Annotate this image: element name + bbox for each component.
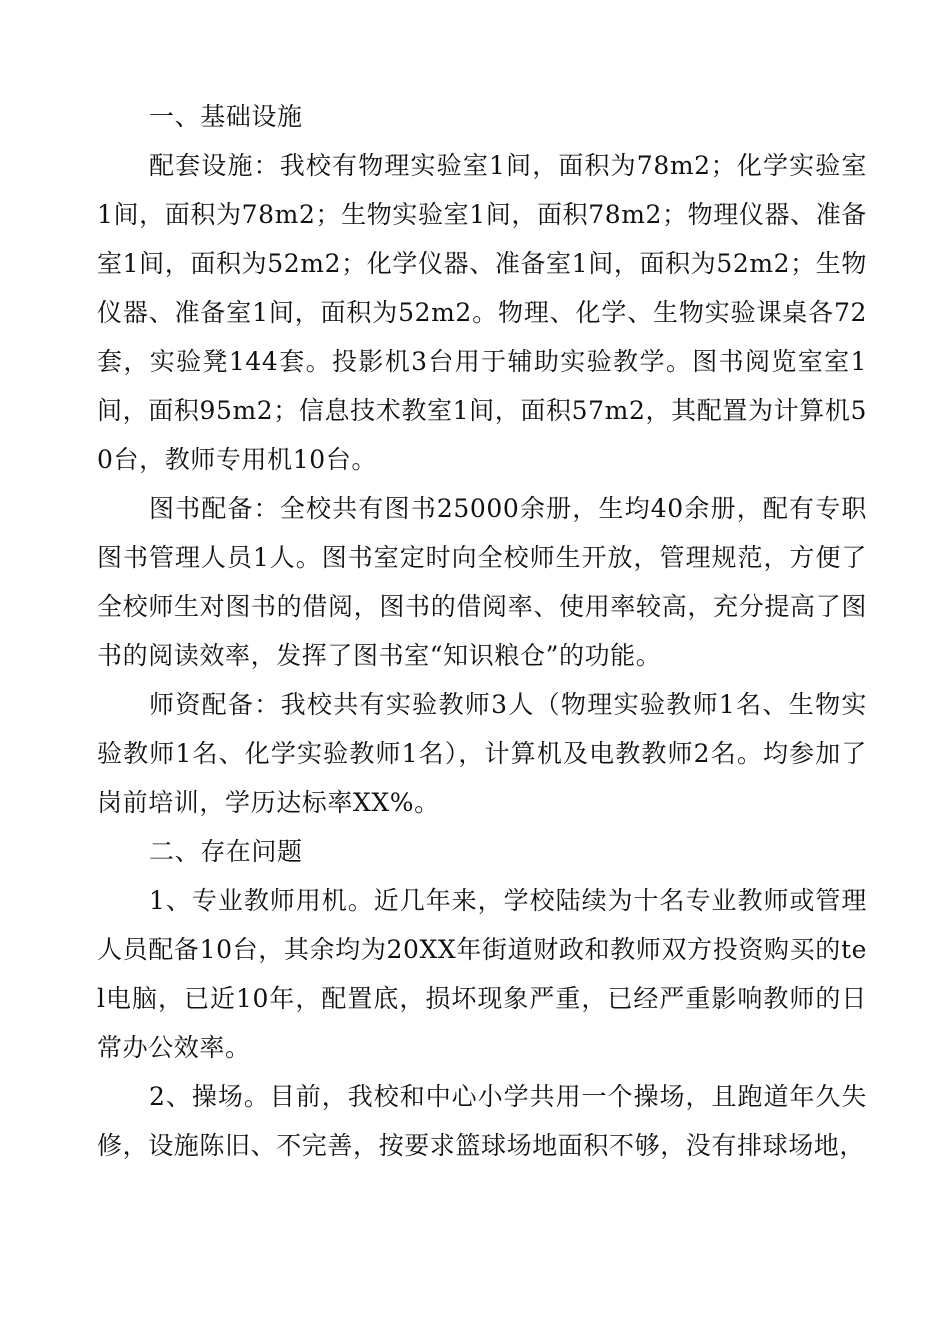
paragraph-teacher-computers: 1、专业教师用机。近几年来，学校陆续为十名专业教师或管理人员配备10台，其余均为20XX年街道财政和教师双方投资购买的tel电脑，已近10年，配置底，损坏现象严重，已经严重影响教师的日常办公效率。 [97, 886, 867, 1062]
paragraph-teachers: 师资配备：我校共有实验教师3人（物理实验教师1名、生物实验教师1名、化学实验教师1名），计算机及电教教师2名。均参加了岗前培训，学历达标率XX%。 [97, 690, 867, 817]
document-body [97, 92, 867, 1170]
paragraph-library: 图书配备：全校共有图书25000余册，生均40余册，配有专职图书管理人员1人。图书室定时向全校师生开放，管理规范，方便了全校师生对图书的借阅，图书的借阅率、使用率较高，充分提高了图书的阅读效率，发挥了图书室“知识粮仓”的功能。 [97, 494, 867, 670]
paragraph-facilities: 配套设施：我校有物理实验室1间，面积为78m2；化学实验室1间，面积为78m2；生物实验室1间，面积78m2；物理仪器、准备室1间，面积为52m2；化学仪器、准备室1间，面积为52m2；生物仪器、准备室1间，面积为52m2。物理、化学、生物实验课桌各72套，实验凳144套。投影机3台用于辅助实验教学。图书阅览室室1间，面积95m2；信息技术教室1间，面积57m2，其配置为计算机50台，教师专用机10台。 [97, 151, 867, 474]
paragraph-playground: 2、操场。目前，我校和中心小学共用一个操场，且跑道年久失修，设施陈旧、不完善，按要求篮球场地面积不够，没有排球场地， [97, 1082, 867, 1160]
section-heading-infrastructure: 一、基础设施 [149, 102, 303, 131]
section-heading-problems: 二、存在问题 [149, 837, 303, 866]
